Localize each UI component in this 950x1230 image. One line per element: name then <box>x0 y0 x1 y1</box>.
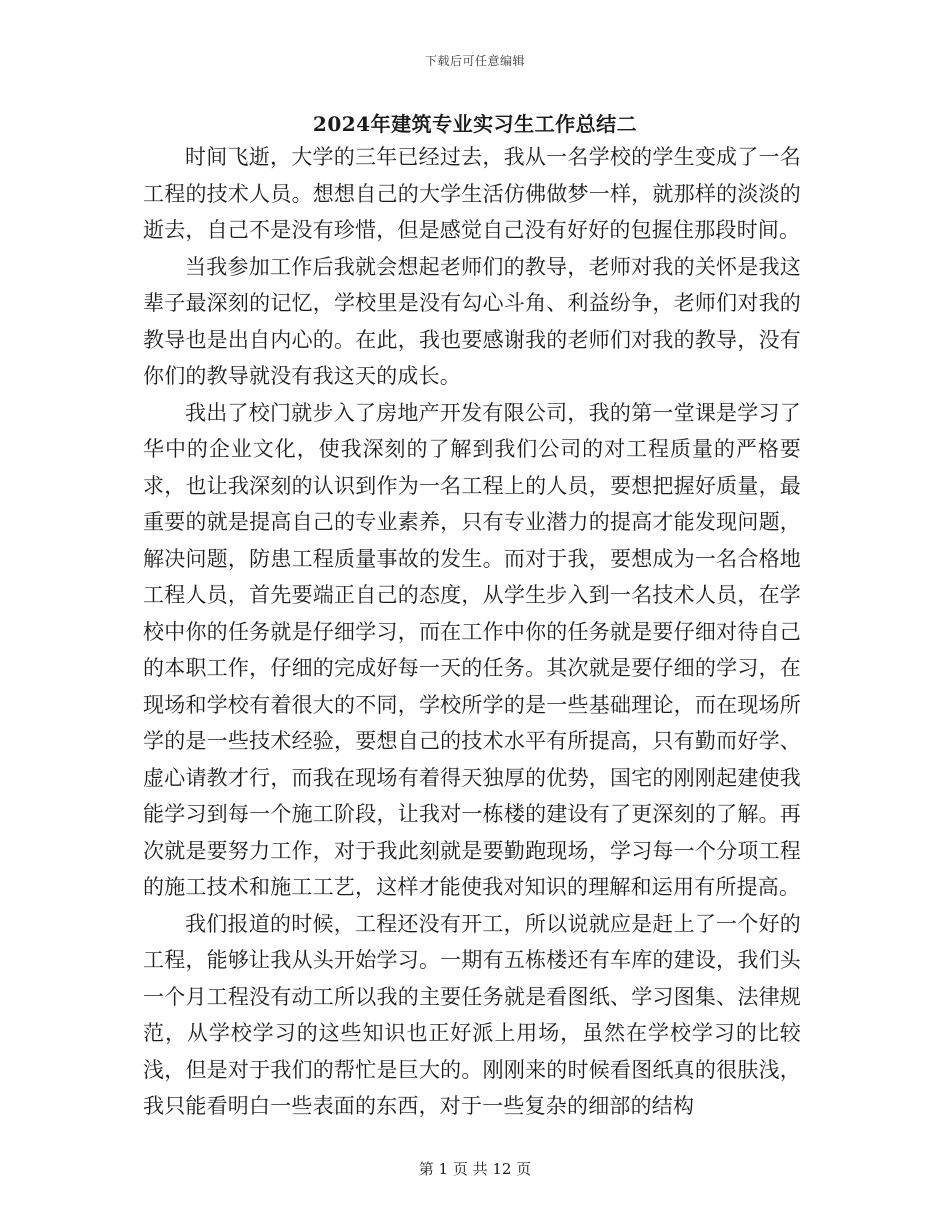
paragraph-1: 时间飞逝，大学的三年已经过去，我从一名学校的学生变成了一名工程的技术人员。想想自己的大学生活仿佛做梦一样，就那样的淡淡的逝去，自己不是没有珍惜，但是感觉自己没有好好的包握住那段时间。 <box>143 145 801 242</box>
header-note: 下载后可任意编辑 <box>424 54 525 68</box>
paragraph-2: 当我参加工作后我就会想起老师们的教导，老师对我的关怀是我这辈子最深刻的记忆，学校里是没有勾心斗角、利益纷争，老师们对我的教导也是出自内心的。在此，我也要感谢我的老师们对我的教导，没有你们的教导就没有我这天的成长。 <box>143 254 801 388</box>
page-number-footer: 第 1 页 共 12 页 <box>418 1160 532 1178</box>
document-body <box>143 139 801 1125</box>
paragraph-4: 我们报道的时候，工程还没有开工，所以说就应是赶上了一个好的工程，能够让我从头开始学习。一期有五栋楼还有车库的建设，我们头一个月工程没有动工所以我的主要任务就是看图纸、学习图集、法律规范，从学校学习的这些知识也正好派上用场，虽然在学校学习的比较浅，但是对于我们的帮忙是巨大的。刚刚来的时候看图纸真的很肤浅，我只能看明白一些表面的东西，对于一些复杂的细部的结构 <box>143 911 801 1118</box>
document-title: 2024年建筑专业实习生工作总结二 <box>312 112 638 136</box>
paragraph-3: 我出了校门就步入了房地产开发有限公司，我的第一堂课是学习了华中的企业文化，使我深刻的了解到我们公司的对工程质量的严格要求，也让我深刻的认识到作为一名工程上的人员，要想把握好质量，最重要的就是提高自己的专业素养，只有专业潜力的提高才能发现问题，解决问题，防患工程质量事故的发生。而对于我，要想成为一名合格地工程人员，首先要端正自己的态度，从学生步入到一名技术人员，在学校中你的任务就是仔细学习，而在工作中你的任务就是要仔细对待自己的本职工作，仔细的完成好每一天的任务。其次就是要仔细的学习，在现场和学校有着很大的不同，学校所学的是一些基础理论，而在现场所学的是一些技术经验，要想自己的技术水平有所提高，只有勤而好学、虚心请教才行，而我在现场有着得天独厚的优势，国宅的刚刚起建使我能学习到每一个施工阶段，让我对一栋楼的建设有了更深刻的了解。再次就是要努力工作，对于我此刻就是要勤跑现场，学习每一个分项工程的施工技术和施工工艺，这样才能使我对知识的理解和运用有所提高。 <box>143 400 801 899</box>
